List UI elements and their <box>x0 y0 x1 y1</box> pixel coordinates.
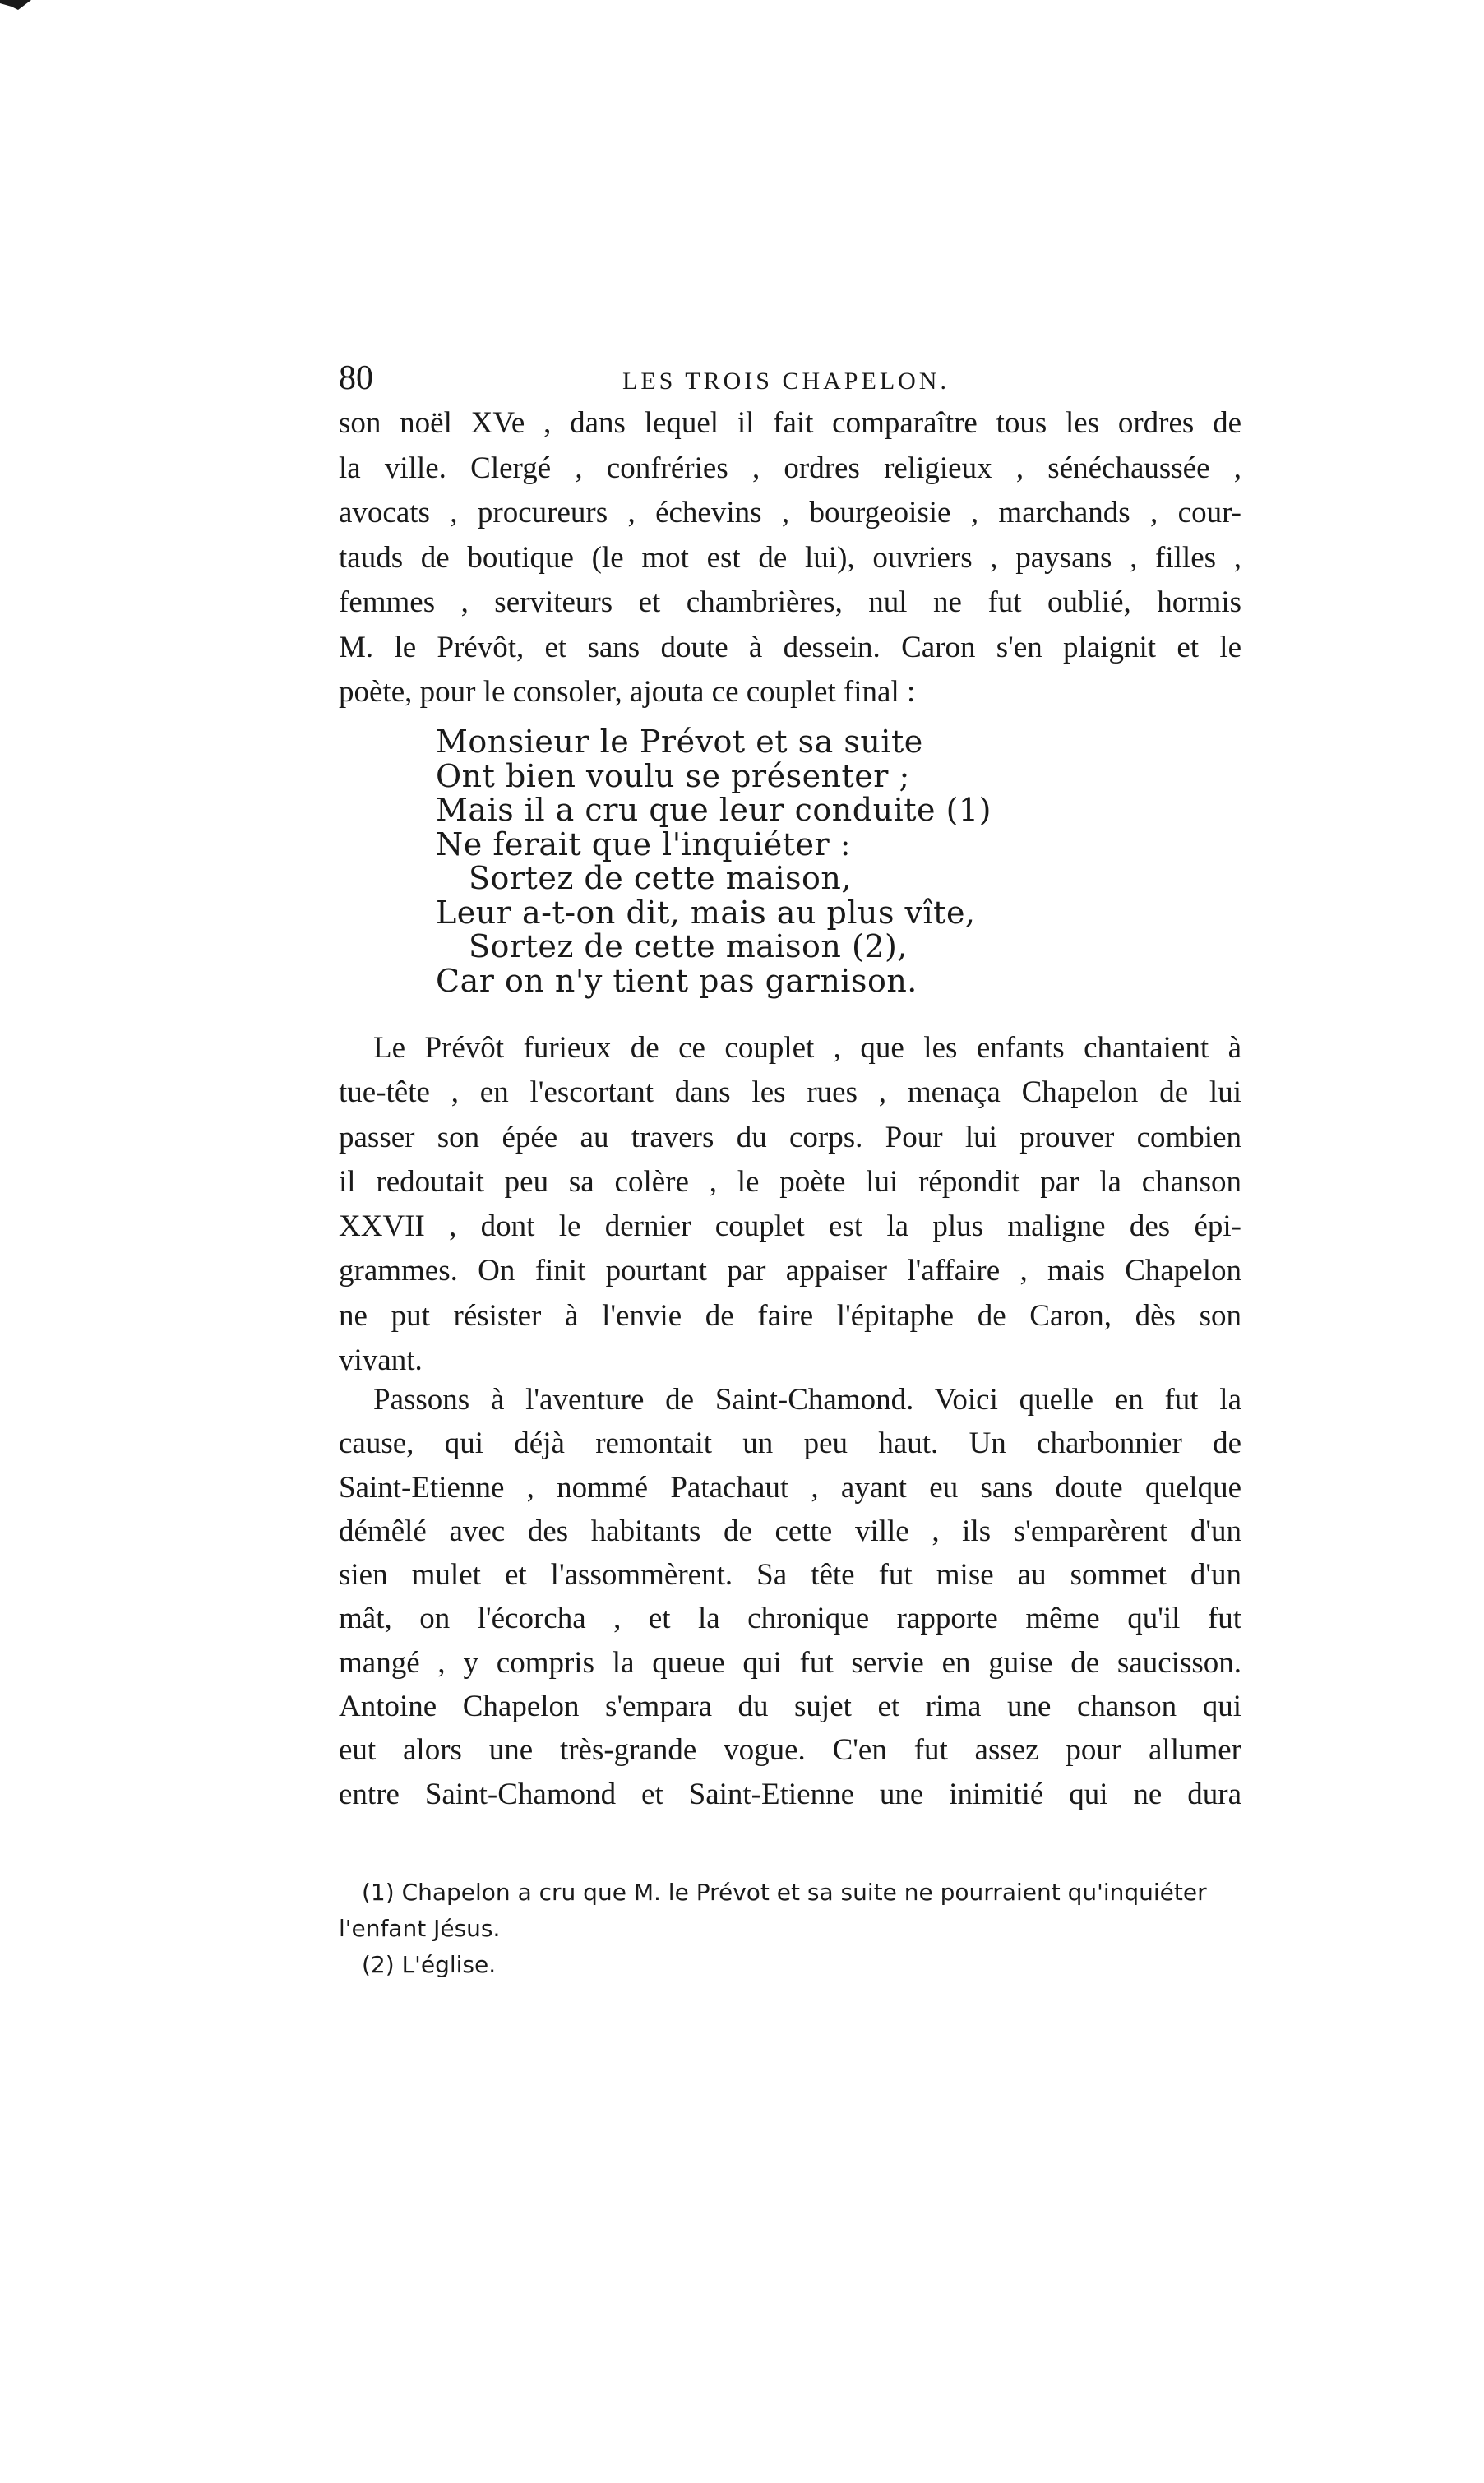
text-line: eut alors une très-grande vogue. C'en fut assez pour allumer <box>339 1733 1241 1768</box>
verse-line: Monsieur le Prévot et sa suite <box>436 724 923 760</box>
text-line: femmes , serviteurs et chambrières, nul ne fut oublié, hormis <box>339 585 1241 619</box>
text-line: son noël XVe , dans lequel il fait comparaître tous les ordres de <box>339 406 1241 440</box>
text-line: Le Prévôt furieux de ce couplet , que les enfants chantaient à <box>373 1031 1241 1065</box>
text-line: poète, pour le consoler, ajouta ce couplet final : <box>339 675 916 709</box>
text-line: XXVII , dont le dernier couplet est la plus maligne des épi- <box>339 1209 1241 1244</box>
text-line: M. le Prévôt, et sans doute à dessein. Caron s'en plaignit et le <box>339 630 1241 664</box>
text-line: tue-tête , en l'escortant dans les rues , menaça Chapelon de lui <box>339 1075 1241 1110</box>
text-line: vivant. <box>339 1343 423 1378</box>
text-line: Saint-Etienne , nommé Patachaut , ayant eu sans doute quelque <box>339 1470 1241 1505</box>
verse-line: Mais il a cru que leur conduite (1) <box>436 792 992 828</box>
verse-line: Sortez de cette maison (2), <box>469 928 908 964</box>
verse-line: Car on n'y tient pas garnison. <box>436 962 918 999</box>
page-number: 80 <box>339 359 373 397</box>
verse-line: Ne ferait que l'inquiéter : <box>436 825 852 862</box>
text-line: Antoine Chapelon s'empara du sujet et rima une chanson qui <box>339 1690 1241 1724</box>
verse-line: Leur a-t-on dit, mais au plus vîte, <box>436 894 976 931</box>
paragraph-1 <box>339 401 1241 715</box>
paragraph-2 <box>339 1026 1241 1383</box>
text-line: démêlé avec des habitants de cette ville , ils s'emparèrent d'un <box>339 1514 1241 1548</box>
text-line: cause, qui déjà remontait un peu haut. Un charbonnier de <box>339 1426 1241 1461</box>
text-line: passer son épée au travers du corps. Pour lui prouver combien <box>339 1120 1241 1154</box>
text-line: il redoutait peu sa colère , le poète lui répondit par la chanson <box>339 1164 1241 1199</box>
footnote-1-continued: l'enfant Jésus. <box>339 1915 501 1942</box>
footnote-1: (1) Chapelon a cru que M. le Prévot et sa suite ne pourraient qu'inquiéter <box>362 1879 1207 1906</box>
text-line: la ville. Clergé , confréries , ordres religieux , sénéchaussée , <box>339 451 1241 485</box>
text-line: Passons à l'aventure de Saint-Chamond. Voici quelle en fut la <box>373 1383 1241 1417</box>
text-line: ne put résister à l'envie de faire l'épitaphe de Caron, dès son <box>339 1298 1241 1333</box>
text-line: sien mulet et l'assommèrent. Sa tête fut mise au sommet d'un <box>339 1558 1241 1593</box>
text-line: mât, on l'écorcha , et la chronique rapporte même qu'il fut <box>339 1602 1241 1636</box>
text-line: entre Saint-Chamond et Saint-Etienne une inimitié qui ne dura <box>339 1777 1241 1811</box>
verse-line: Ont bien voulu se présenter ; <box>436 757 910 794</box>
text-line: tauds de boutique (le mot est de lui), ouvriers , paysans , filles , <box>339 540 1241 575</box>
verse-couplet <box>436 725 1176 998</box>
paragraph-3 <box>339 1378 1241 1816</box>
text-line: mangé , y compris la queue qui fut servie en guise de saucisson. <box>339 1645 1241 1680</box>
running-title: LES TROIS CHAPELON. <box>622 368 950 395</box>
scan-corner-mark <box>0 0 33 12</box>
text-line: avocats , procureurs , échevins , bourgeoisie , marchands , cour- <box>339 496 1241 529</box>
footnote-2: (2) L'église. <box>362 1951 497 1978</box>
page-header <box>339 354 1161 403</box>
text-line: grammes. On finit pourtant par appaiser l'affaire , mais Chapelon <box>339 1254 1241 1288</box>
verse-line: Sortez de cette maison, <box>469 860 852 896</box>
footnotes <box>339 1875 1241 1983</box>
